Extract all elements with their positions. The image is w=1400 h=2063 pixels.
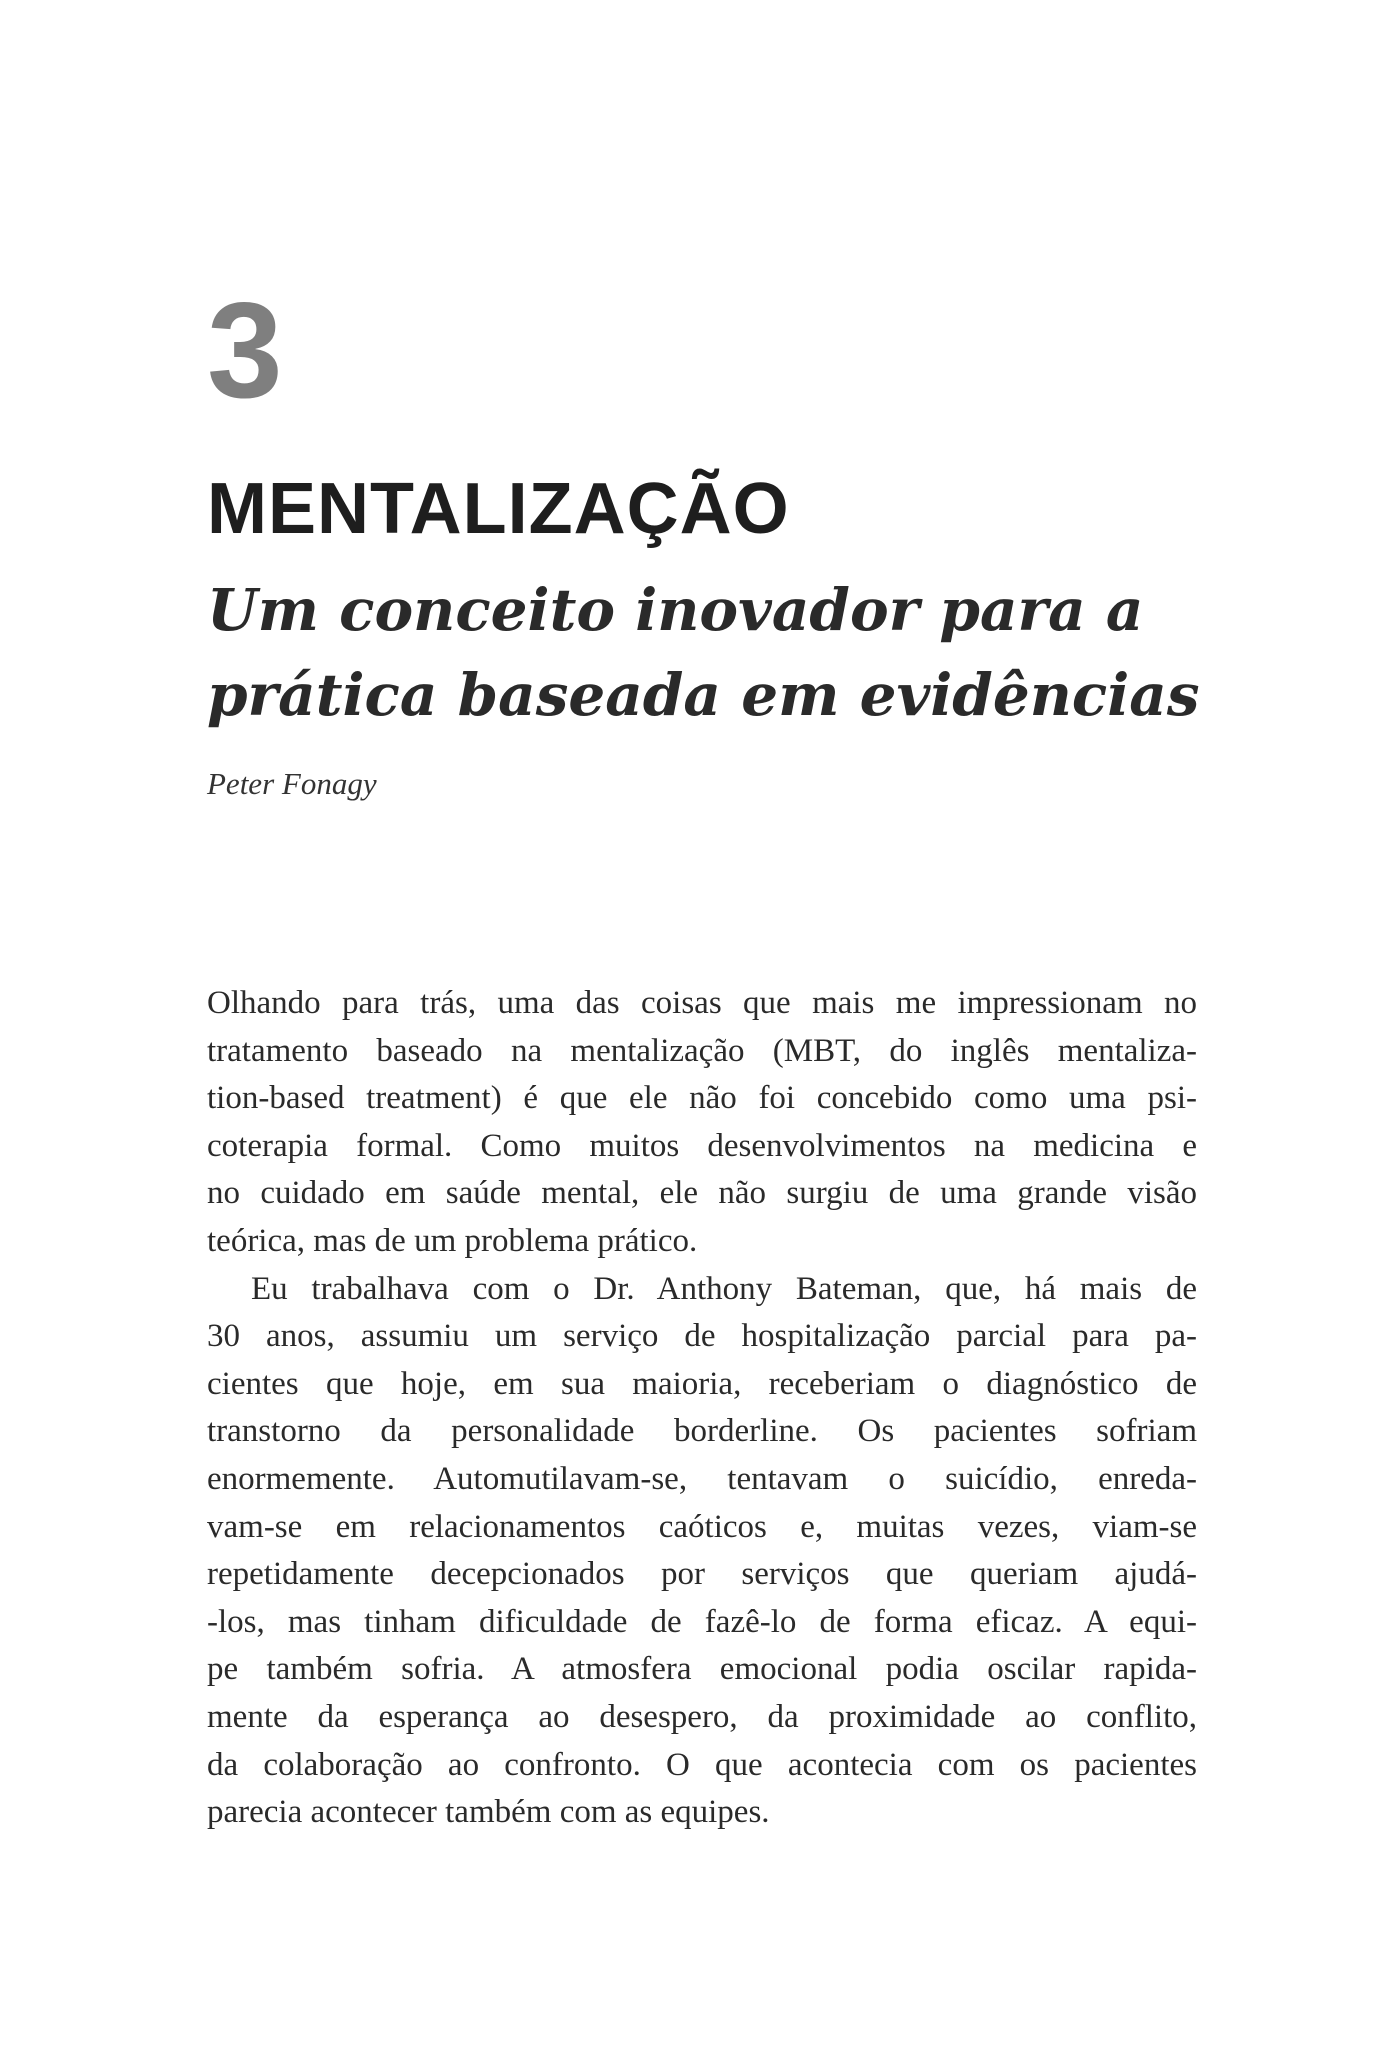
paragraph-line: tion-based treatment) é que ele não foi concebido como uma psi- bbox=[207, 1080, 1197, 1117]
paragraph-line: vam-se em relacionamentos caóticos e, muitas vezes, viam-se bbox=[207, 1508, 1197, 1545]
paragraph-line: da colaboração ao confronto. O que acontecia com os pacientes bbox=[207, 1746, 1197, 1783]
paragraph-line: transtorno da personalidade borderline. Os pacientes sofriam bbox=[207, 1413, 1197, 1450]
paragraph-line: pe também sofria. A atmosfera emocional podia oscilar rapida- bbox=[207, 1651, 1197, 1688]
paragraph-line: parecia acontecer também com as equipes. bbox=[207, 1794, 770, 1831]
chapter-title: MENTALIZAÇÃO bbox=[207, 469, 790, 549]
paragraph-line: Olhando para trás, uma das coisas que mais me impressionam no bbox=[207, 985, 1197, 1021]
chapter-author: Peter Fonagy bbox=[207, 766, 377, 801]
paragraph-line: tratamento baseado na mentalização (MBT, do inglês mentaliza- bbox=[207, 1032, 1197, 1069]
paragraph-2 bbox=[207, 1266, 1197, 1837]
chapter-number: 3 bbox=[207, 274, 283, 426]
paragraph-line: repetidamente decepcionados por serviços que queriam ajudá- bbox=[207, 1556, 1197, 1593]
paragraph-line: enormemente. Automutilavam-se, tentavam o suicídio, enreda- bbox=[207, 1460, 1197, 1497]
paragraph-line: -los, mas tinham dificuldade de fazê-lo de forma eficaz. A equi- bbox=[207, 1603, 1197, 1640]
chapter-subtitle-line: prática baseada em evidências bbox=[207, 661, 1200, 729]
paragraph-line: no cuidado em saúde mental, ele não surgiu de uma grande visão bbox=[207, 1175, 1197, 1212]
paragraph-line: coterapia formal. Como muitos desenvolvimentos na medicina e bbox=[207, 1127, 1197, 1164]
paragraph-line: teórica, mas de um problema prático. bbox=[207, 1222, 698, 1259]
paragraph-line: 30 anos, assumiu um serviço de hospitalização parcial para pa- bbox=[207, 1318, 1197, 1355]
chapter-body bbox=[207, 980, 1197, 1837]
paragraph-line: cientes que hoje, em sua maioria, receberiam o diagnóstico de bbox=[207, 1365, 1197, 1402]
paragraph-line: mente da esperança ao desespero, da proximidade ao conflito, bbox=[207, 1698, 1197, 1735]
paragraph-line: Eu trabalhava com o Dr. Anthony Bateman, que, há mais de bbox=[251, 1270, 1197, 1307]
chapter-subtitle-line: Um conceito inovador para a bbox=[207, 576, 1144, 644]
paragraph-1 bbox=[207, 980, 1197, 1266]
chapter-subtitle bbox=[207, 568, 1207, 738]
